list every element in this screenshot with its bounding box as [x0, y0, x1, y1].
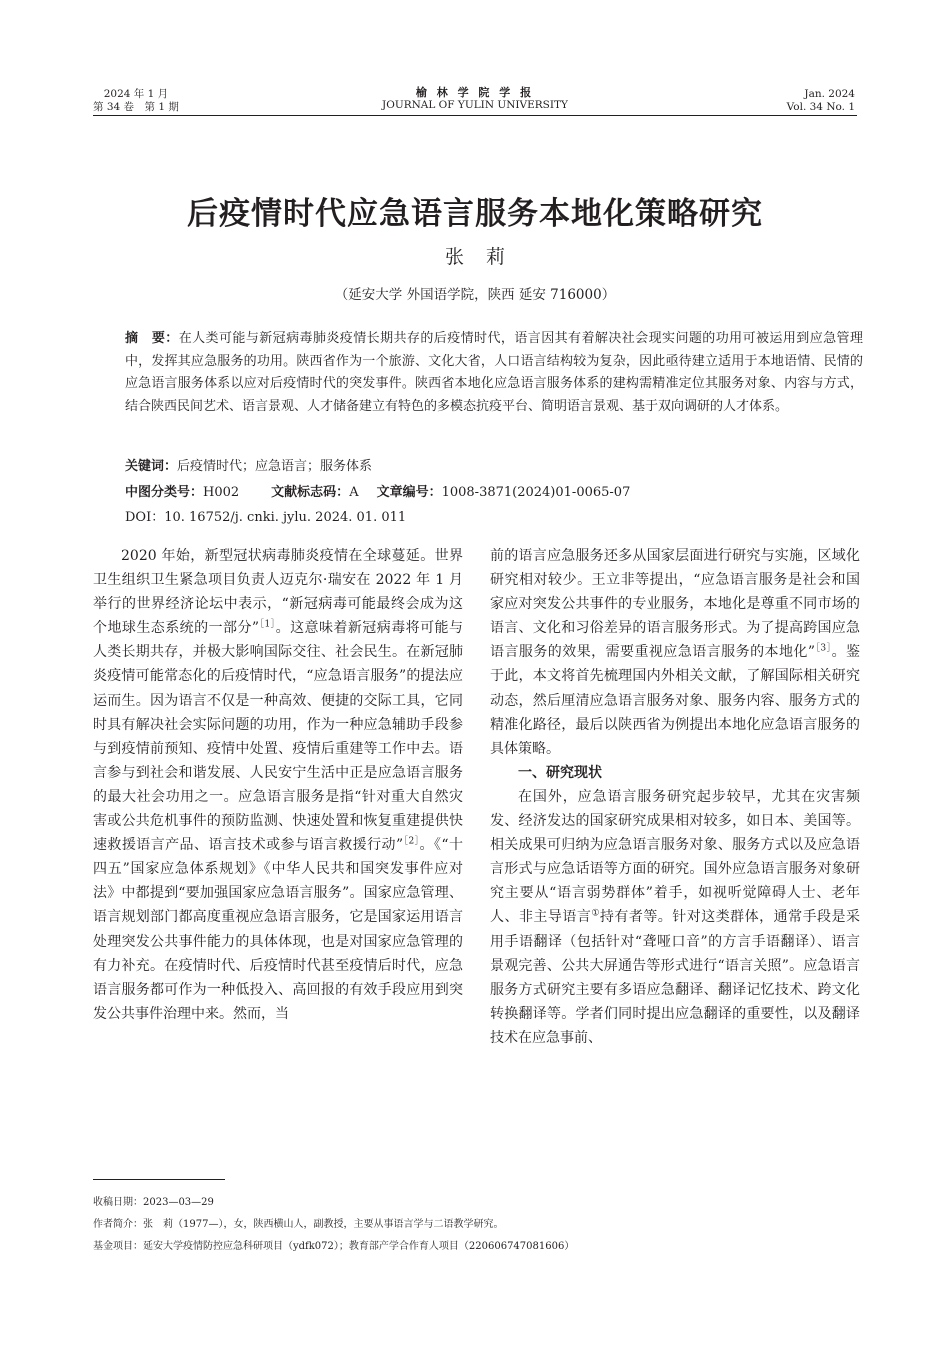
article-author: 张莉: [444, 246, 527, 268]
body-text: 持有者等。针对这类群体，通常手段是采用手语翻译（包括针对“聋哑口音”的方言手语翻译）、语言景观完善、公共大屏通告等形式进行“语言关照”。应急语言服务方式研究主要有多语应急翻译、翻译记忆技术、跨文化转换翻译等。学者们同时提出应急翻译的重要性，以及翻译技术在应急事前、: [490, 909, 860, 1046]
keywords-text: 后疫情时代；应急语言；服务体系: [177, 459, 373, 474]
journal-name-cn: 榆 林 学 院 学 报: [415, 86, 535, 99]
journal-name: [290, 86, 660, 112]
body-text: 。鉴于此，本文将首先梳理国内外相关文献，了解国际相关研究动态，然后厘清应急语言服务对象、服务内容、服务方式的精准化路径，最后以陕西省为例提出本地化应急语言服务的具体策略。: [490, 644, 861, 757]
footnote-marker: ①: [591, 908, 600, 919]
journal-name-en: JOURNAL OF YULIN UNIVERSITY: [382, 99, 568, 111]
body-column-right: [490, 544, 860, 1050]
citation-ref: ［1］: [259, 619, 276, 630]
section-heading: 一、研究现状: [518, 764, 602, 781]
issue-date: 2024 年 1 月: [103, 88, 169, 100]
volume-issue-en: Vol. 34 No. 1: [786, 101, 855, 113]
body-paragraph: [93, 544, 463, 1026]
article-title: 后疫情时代应急语言服务本地化策略研究: [187, 196, 763, 232]
doi: DOI：10. 16752/j. cnki. jylu. 2024. 01. 011: [125, 510, 407, 525]
citation-ref: ［3］: [815, 643, 832, 654]
journal-date-volume: [93, 88, 179, 114]
body-text: 在国外，应急语言服务研究起步较早，尤其在灾害频发、经济发达的国家研究成果相对较多，如日本、美国等。相关成果可归纳为应急语言服务对象、服务方式以及应急语言形式与应急话语等方面的研究。国外应急语言服务对象研究主要从“语言弱势群体”着手，如视听觉障碍人士、老年人、非主导语言: [490, 788, 860, 926]
clc-label: 中图分类号：: [125, 485, 204, 500]
footnote-funding: 基金项目：延安大学疫情防控应急科研项目（ydfk072）；教育部产学合作育人项目（220606747081606）: [93, 1241, 575, 1252]
body-text: 2020 年始，新型冠状病毒肺炎疫情在全球蔓延。世界卫生组织卫生紧急项目负责人迈克尔·瑞安在 2022 年 1 月举行的世界经济论坛中表示，“新冠病毒可能最终会成为这个地球生态系统的一部分”: [93, 548, 463, 637]
doc-code-label: 文献标志码：: [271, 485, 350, 500]
citation-ref: ［2］: [403, 836, 420, 847]
doc-code-value: A: [349, 485, 359, 500]
body-text: 前的语言应急服务还多从国家层面进行研究与实施，区域化研究相对较少。王立非等提出，“应急语言服务是社会和国家应对突发公共事件的专业服务，本地化是尊重不同市场的语言、文化和习俗差异的语言服务形式。为了提高跨国应急语言服务的效果，需要重视应急语言服务的本地化”: [490, 548, 860, 661]
footnote-author-bio: 作者简介：张 莉（1977—），女，陕西横山人，副教授，主要从事语言学与二语教学研究。: [93, 1219, 504, 1230]
clc-value: H002: [203, 485, 240, 500]
body-column-left: [93, 544, 463, 1026]
abstract: [125, 328, 863, 418]
article-number-value: 1008-3871(2024)01-0065-07: [441, 485, 631, 500]
author-affiliation: （延安大学 外国语学院，陕西 延安 716000）: [334, 287, 616, 303]
journal-date-volume-en: [787, 88, 855, 114]
body-paragraph: [490, 785, 860, 1050]
abstract-label: 摘 要：: [125, 331, 179, 346]
keywords: [125, 456, 863, 478]
issue-date-en: Jan. 2024: [804, 88, 855, 100]
volume-issue: 第 34 卷 第 1 期: [93, 101, 179, 113]
abstract-text: 在人类可能与新冠病毒肺炎疫情长期共存的后疫情时代，语言因其有着解决社会现实问题的功用可被运用到应急管理中，发挥其应急服务的功用。陕西省作为一个旅游、文化大省，人口语言结构较为复杂，因此亟待建立适用于本地语情、民情的应急语言服务体系以应对后疫情时代的突发事件。陕西省本地化应急语言服务体系的建构需精准定位其服务对象、内容与方式，结合陕西民间艺术、语言景观、人才储备建立有特色的多模态抗疫平台、简明语言景观、基于双向调研的人才体系。: [125, 331, 863, 414]
header-rule: [93, 115, 857, 116]
footnote-received: 收稿日期：2023—03—29: [93, 1197, 214, 1208]
classification-line: [125, 482, 863, 504]
footnote-rule: [93, 1179, 225, 1180]
keywords-label: 关键词：: [125, 459, 178, 474]
article-number-label: 文章编号：: [376, 485, 442, 500]
body-paragraph: [490, 544, 860, 761]
body-text: 。这意味着新冠病毒将可能与人类长期共存，并极大影响国际交往、社会民生。在新冠肺炎疫情可能常态化的后疫情时代，“应急语言服务”的提法应运而生。因为语言不仅是一种高效、便捷的交际工具，它同时具有解决社会实际问题的功用，作为一种应急辅助手段参与到疫情前预知、疫情中处置、疫情后重建等工作中去。语言参与到社会和谐发展、人民安宁生活中正是应急语言服务的最大社会功用之一。应急语言服务是指“针对重大自然灾害或公共危机事件的预防监测、快速处置和恢复重建提供快速救援语言产品、语言技术或参与语言救援行动”: [93, 620, 463, 854]
body-text: 。《“十四五”国家应急体系规划》《中华人民共和国突发事件应对法》中都提到“要加强国家应急语言服务”。国家应急管理、语言规划部门都高度重视应急语言服务，它是国家运用语言处理突发公共事件能力的具体体现，也是对国家应急管理的有力补充。在疫情时代、后疫情时代甚至疫情后时代，应急语言服务都可作为一种低投入、高回报的有效手段应用到突发公共事件治理中来。然而，当: [93, 837, 463, 1022]
